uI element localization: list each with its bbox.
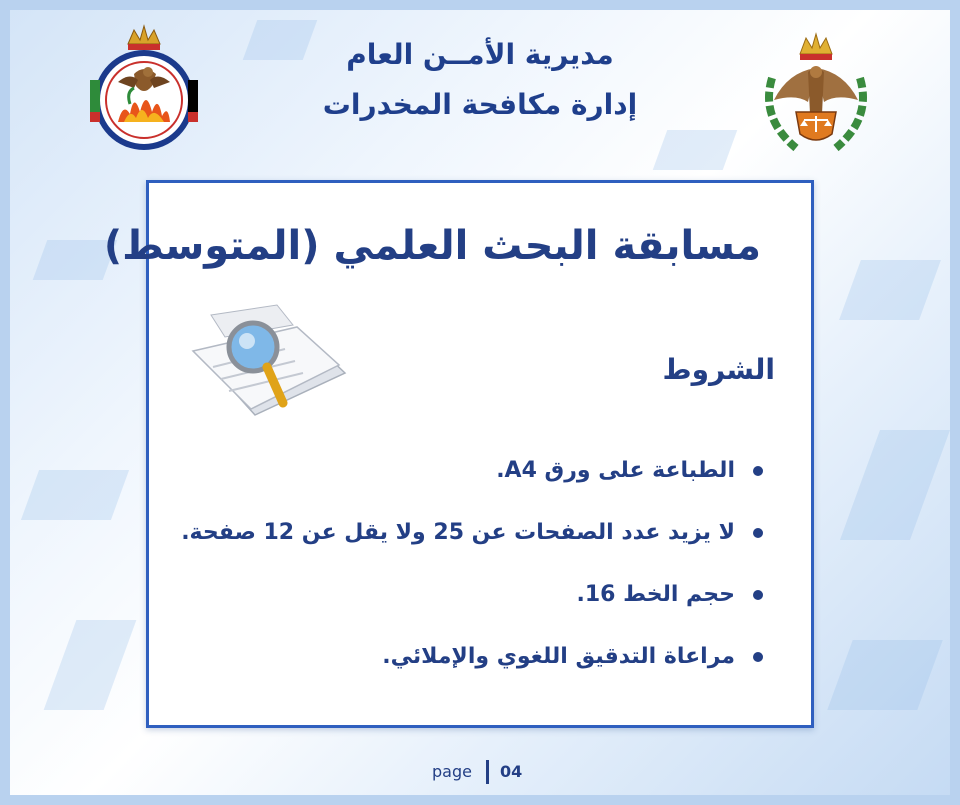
header-title: مديرية الأمــن العام [346, 38, 614, 71]
background-shape [21, 470, 129, 520]
bullet-icon [753, 652, 763, 662]
background-shape [840, 430, 950, 540]
page-label: page [432, 762, 472, 781]
bullet-icon [753, 466, 763, 476]
document-magnifier-icon [185, 303, 360, 428]
list-item [203, 451, 763, 513]
background-shape [44, 620, 137, 710]
condition-text: مراعاة التدقيق اللغوي والإملائي. [382, 644, 735, 669]
conditions-heading: الشروط [662, 353, 775, 386]
page-separator [486, 760, 489, 784]
background-shape [827, 640, 942, 710]
list-item [203, 637, 763, 699]
background-shape [839, 260, 941, 320]
condition-text: حجم الخط 16. [576, 582, 735, 607]
competition-panel [103, 180, 814, 728]
conditions-list [181, 451, 763, 699]
page-number: 04 [500, 762, 523, 781]
condition-text: لا يزيد عدد الصفحات عن 25 ولا يقل عن 12 صفحة. [181, 520, 735, 545]
page-indicator [420, 758, 550, 786]
bullet-icon [753, 590, 763, 600]
condition-text: الطباعة على ورق A4. [496, 458, 735, 483]
anti-narcotics-department-emblem [78, 22, 210, 152]
public-security-directorate-emblem [752, 28, 880, 158]
competition-title: مسابقة البحث العلمي (المتوسط) [103, 223, 761, 269]
header-subtitle: إدارة مكافحة المخدرات [322, 88, 638, 121]
list-item [181, 513, 763, 575]
background-shape [653, 130, 738, 170]
bullet-icon [753, 528, 763, 538]
list-item [203, 575, 763, 637]
